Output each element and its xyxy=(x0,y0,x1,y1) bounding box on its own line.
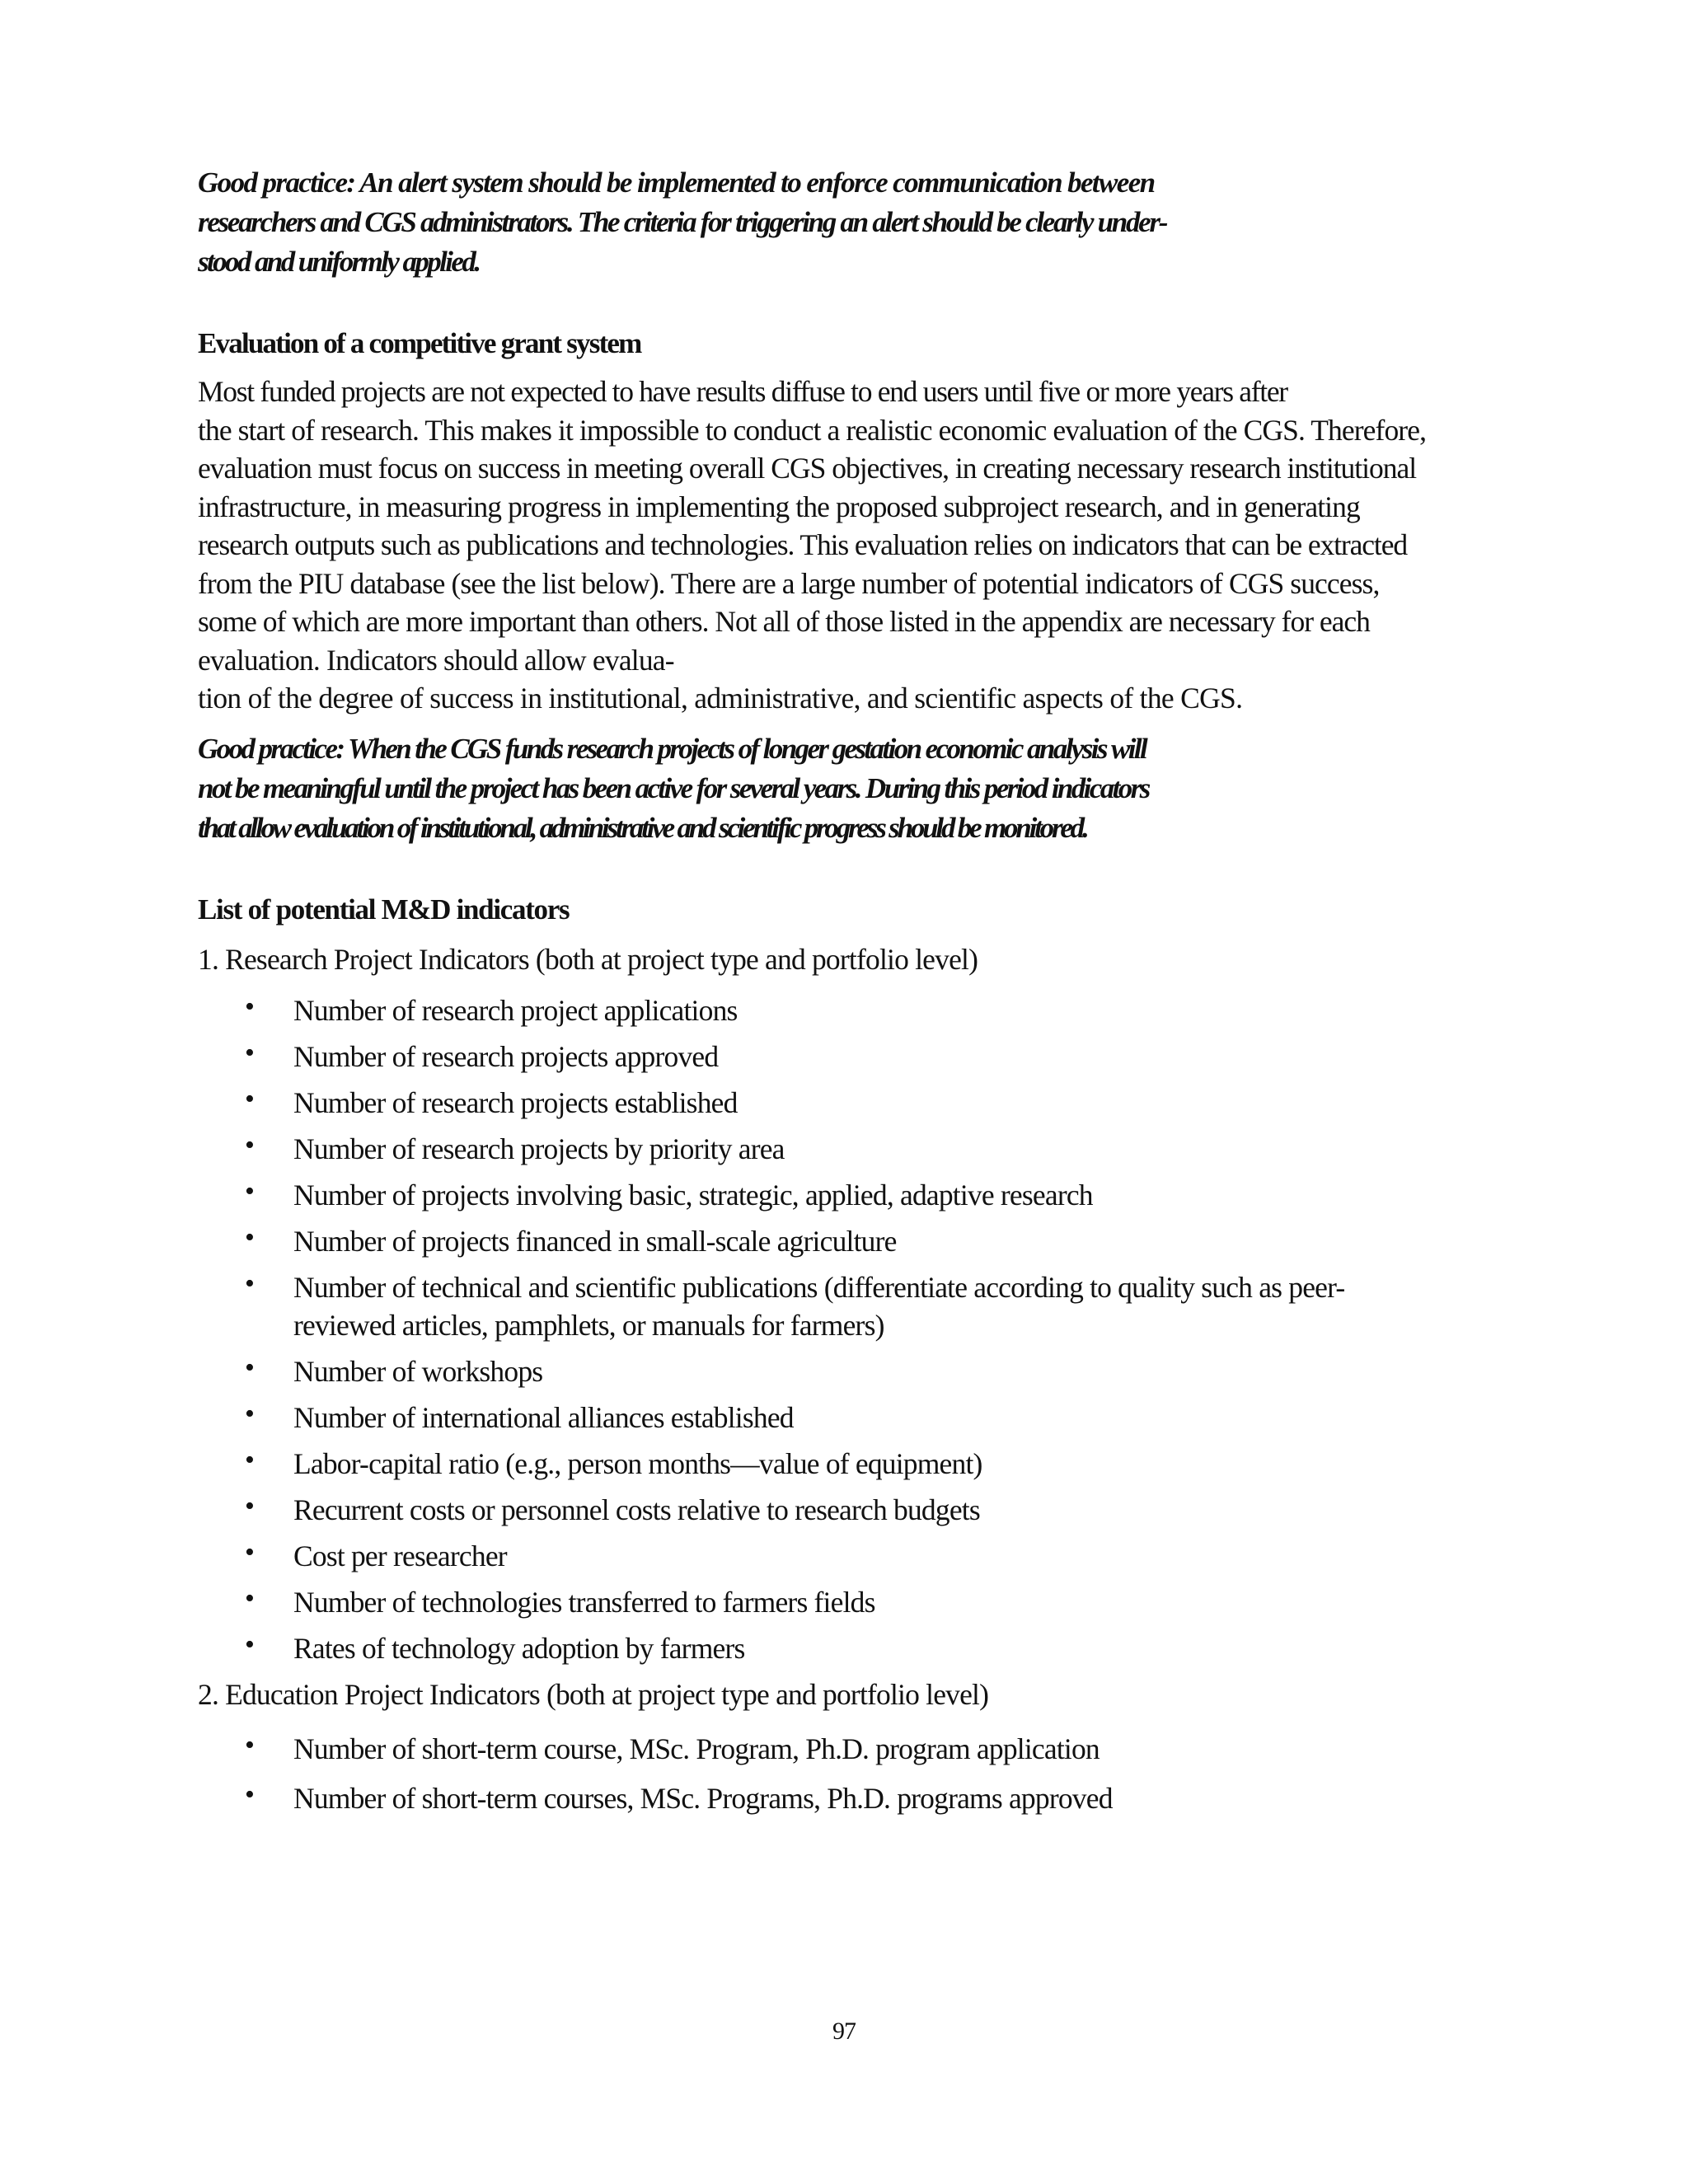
bullet-icon: • xyxy=(245,1582,255,1614)
page-number: 97 xyxy=(832,2018,856,2045)
good-practice-line: Good practice: An alert system should be implemented to enforce communication between xyxy=(198,166,1155,199)
bullet-icon: • xyxy=(245,1221,255,1253)
list-item xyxy=(198,1730,1550,1768)
bullet-icon: • xyxy=(245,1536,255,1568)
list-item xyxy=(198,1491,1550,1529)
list-item xyxy=(198,1084,1550,1122)
good-practice-longer-gestation xyxy=(198,729,1550,848)
list-item-text: Number of projects financed in small-scale agriculture xyxy=(293,1224,897,1258)
list-item-text: Number of research projects established xyxy=(293,1085,738,1119)
list-item-text: Recurrent costs or personnel costs relative to research budgets xyxy=(293,1493,980,1526)
good-practice-line: that allow evaluation of institutional, administrative and scientific progress should be monitored. xyxy=(198,811,1087,844)
list-item-text: Number of research project applications xyxy=(293,993,738,1027)
list-item-text: Number of short-term courses, MSc. Programs, Ph.D. programs approved xyxy=(293,1781,1113,1815)
list-item-text: Cost per researcher xyxy=(293,1539,507,1572)
bullet-icon: • xyxy=(245,1129,255,1160)
bullet-icon: • xyxy=(245,1398,255,1429)
education-indicators-label: 2. Education Project Indicators (both at project type and portfolio level) xyxy=(198,1677,989,1711)
paragraph-line: research outputs such as publications and technologies. This evaluation relies on indicators that can be extracted xyxy=(198,528,1408,561)
list-item xyxy=(198,1130,1550,1168)
good-practice-alert-system xyxy=(198,163,1550,282)
paragraph-line: from the PIU database (see the list below). There are a large number of potential indicators of CGS success, xyxy=(198,566,1380,600)
good-practice-line: not be meaningful until the project has been active for several years. During this period indicators xyxy=(198,771,1149,804)
list-item-text: Rates of technology adoption by farmers xyxy=(293,1631,745,1665)
good-practice-line: stood and uniformly applied. xyxy=(198,246,480,278)
list-item-text: Number of international alliances established xyxy=(293,1400,794,1434)
bullet-icon: • xyxy=(245,1779,255,1810)
paragraph-line: evaluation. Indicators should allow evalua- xyxy=(198,643,674,677)
list-item xyxy=(198,1268,1398,1344)
bullet-icon: • xyxy=(245,991,255,1022)
paragraph-line: tion of the degree of success in institutional, administrative, and scientific aspects of the CGS. xyxy=(198,682,1243,715)
bullet-icon: • xyxy=(245,1729,255,1760)
list-item-text: Number of research projects approved xyxy=(293,1039,719,1073)
education-indicators-list xyxy=(198,1730,1550,1817)
paragraph-line: Most funded projects are not expected to have results diffuse to end users until five or more years after xyxy=(198,375,1287,408)
list-item xyxy=(198,1352,1550,1390)
list-item xyxy=(198,1222,1550,1260)
list-item xyxy=(198,1176,1550,1214)
paragraph-line: some of which are more important than others. Not all of those listed in the appendix are necessary for each xyxy=(198,605,1370,638)
evaluation-heading: Evaluation of a competitive grant system xyxy=(198,327,641,359)
list-item-text: Number of projects involving basic, strategic, applied, adaptive research xyxy=(293,1178,1093,1212)
paragraph-line: the start of research. This makes it impossible to conduct a realistic economic evaluation of the CGS. Therefore, xyxy=(198,413,1427,447)
bullet-icon: • xyxy=(245,1352,255,1383)
bullet-icon: • xyxy=(245,1629,255,1660)
list-item xyxy=(198,1399,1550,1436)
list-item xyxy=(198,991,1550,1029)
research-indicators-label: 1. Research Project Indicators (both at project type and portfolio level) xyxy=(198,942,978,976)
list-item xyxy=(198,1583,1550,1621)
list-item xyxy=(198,1445,1550,1483)
list-item xyxy=(198,1629,1550,1667)
list-item xyxy=(198,1537,1550,1575)
list-item-text: Labor-capital ratio (e.g., person months—value of equipment) xyxy=(293,1446,982,1480)
bullet-icon: • xyxy=(245,1037,255,1068)
bullet-icon: • xyxy=(245,1175,255,1207)
bullet-icon: • xyxy=(245,1268,255,1299)
research-indicators-list xyxy=(198,991,1550,1667)
list-item-text: Number of research projects by priority area xyxy=(293,1132,785,1165)
good-practice-line: Good practice: When the CGS funds research projects of longer gestation economic analysis will xyxy=(198,732,1146,765)
list-item-text: Number of workshops xyxy=(293,1354,543,1388)
list-item-text: Number of technologies transferred to farmers fields xyxy=(293,1585,875,1619)
evaluation-paragraph xyxy=(198,373,1550,718)
list-item-text: Number of technical and scientific publications (differentiate according to quality such as peer-reviewed articles, pamphlets, or manuals for farmers) xyxy=(293,1270,1345,1342)
list-item xyxy=(198,1038,1550,1076)
bullet-icon: • xyxy=(245,1490,255,1521)
indicators-heading: List of potential M&D indicators xyxy=(198,893,570,926)
good-practice-line: researchers and CGS administrators. The criteria for triggering an alert should be clearly under- xyxy=(198,206,1167,238)
bullet-icon: • xyxy=(245,1083,255,1114)
document-page xyxy=(198,163,1550,1825)
paragraph-line: evaluation must focus on success in meeting overall CGS objectives, in creating necessary research institutional xyxy=(198,452,1417,485)
bullet-icon: • xyxy=(245,1444,255,1475)
list-item xyxy=(198,1779,1550,1817)
paragraph-line: infrastructure, in measuring progress in implementing the proposed subproject research, and in generating xyxy=(198,490,1360,523)
list-item-text: Number of short-term course, MSc. Program, Ph.D. program application xyxy=(293,1732,1100,1765)
